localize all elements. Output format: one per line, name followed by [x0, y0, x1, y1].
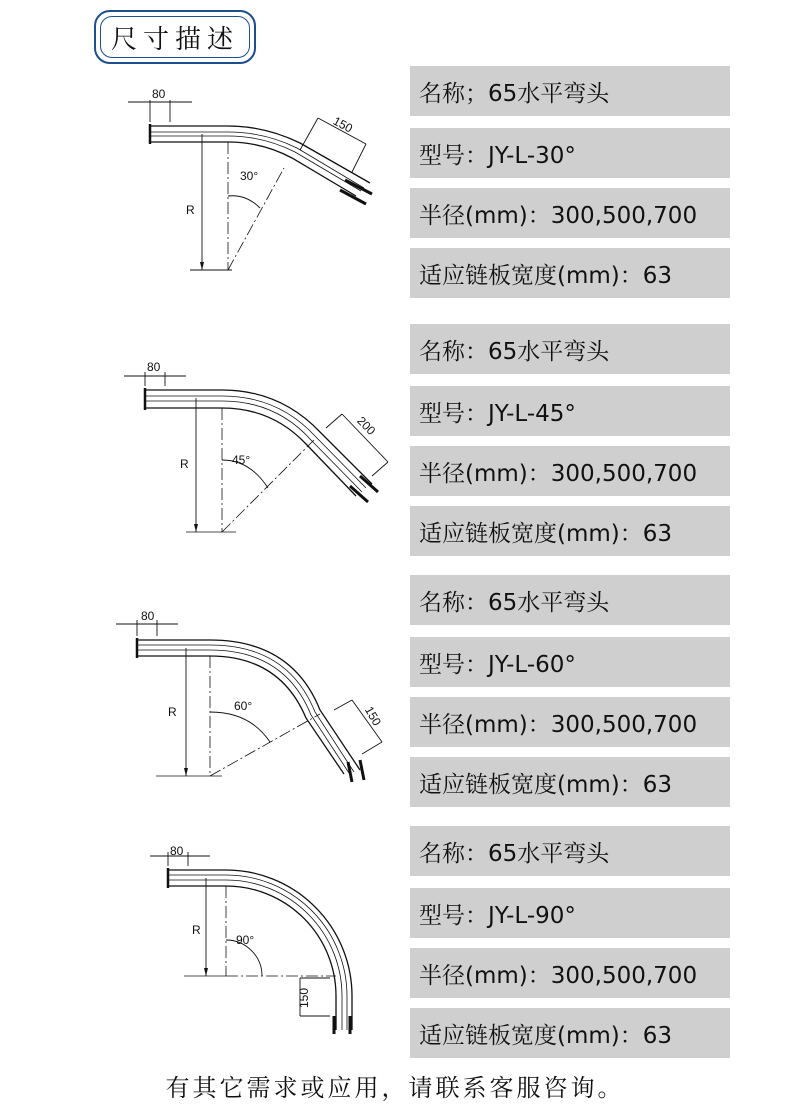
- dim-end-label: 150: [361, 703, 385, 729]
- spec-model: 型号：JY-L-45°: [410, 386, 730, 436]
- spec-width: 适应链板宽度(mm)：63: [410, 757, 730, 807]
- dim-end-label: 200: [354, 413, 379, 438]
- dim-straight-label: 80: [141, 609, 155, 623]
- dim-radius-label: R: [180, 457, 189, 471]
- dim-end-label: 150: [330, 113, 355, 136]
- spec-radius: 半径(mm)：300,500,700: [410, 697, 730, 747]
- dim-radius-label: R: [186, 203, 195, 217]
- dim-straight-label: 80: [152, 87, 166, 101]
- spec-radius: 半径(mm)：300,500,700: [410, 446, 730, 496]
- dim-angle-label: 60°: [234, 699, 253, 713]
- spec-model: 型号：JY-L-90°: [410, 888, 730, 938]
- bend-drawing-90: [0, 0, 410, 1060]
- section-title: 尺寸描述: [100, 16, 250, 58]
- dim-end-label: 150: [297, 987, 311, 1008]
- spec-radius: 半径(mm)：300,500,700: [410, 188, 730, 238]
- spec-name: 名称：65水平弯头: [410, 324, 730, 374]
- spec-name: 名称；65水平弯头: [410, 66, 730, 116]
- spec-radius: 半径(mm)：300,500,700: [410, 948, 730, 998]
- dim-radius-label: R: [192, 923, 201, 937]
- spec-name: 名称：65水平弯头: [410, 575, 730, 625]
- spec-name: 名称：65水平弯头: [410, 826, 730, 876]
- dim-straight-label: 80: [147, 360, 161, 374]
- footer-contact-note: 有其它需求或应用，请联系客服咨询。: [165, 1074, 625, 1102]
- dim-radius-label: R: [168, 705, 177, 719]
- spec-width: 适应链板宽度(mm)：63: [410, 248, 730, 298]
- dim-angle-label: 30°: [240, 169, 259, 183]
- dim-angle-label: 90°: [236, 933, 255, 947]
- dim-angle-label: 45°: [232, 453, 251, 467]
- dim-straight-label: 80: [170, 844, 184, 858]
- bend-drawing-90-svg: [0, 0, 410, 1060]
- spec-model: 型号：JY-L-60°: [410, 637, 730, 687]
- spec-width: 适应链板宽度(mm)：63: [410, 1008, 730, 1058]
- spec-model: 型号：JY-L-30°: [410, 128, 730, 178]
- spec-width: 适应链板宽度(mm)：63: [410, 506, 730, 556]
